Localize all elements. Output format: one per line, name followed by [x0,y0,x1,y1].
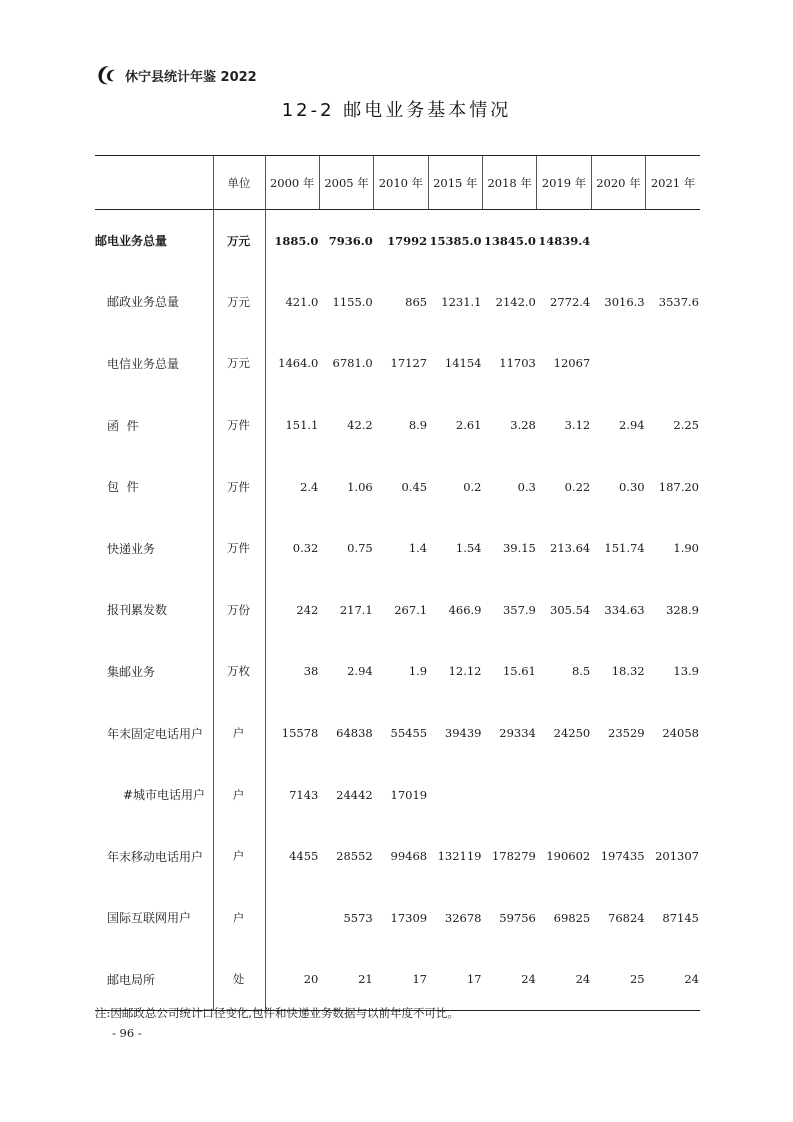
table-cell: 39439 [444,726,482,741]
year-header: 2018 年 [483,156,537,210]
table-cell: 24250 [553,726,591,741]
table-cell: 5573 [343,910,373,925]
row-unit: 万件 [213,517,265,579]
row-label: 包 件 [107,480,139,495]
table-cell: 38 [303,664,319,679]
table-cell: 2.25 [673,418,699,433]
table-cell: 87145 [662,910,699,925]
table-cell: 151.74 [604,541,645,556]
table-cell: 865 [405,294,428,309]
row-label: 邮政业务总量 [107,295,180,310]
table-cell: 42.2 [347,418,373,433]
table-cell: 18.32 [611,664,645,679]
row-unit: 万枚 [213,641,265,703]
row-unit: 万元 [213,333,265,395]
row-label: 电信业务总量 [107,356,180,371]
table-cell: 15.61 [502,664,536,679]
table-cell [591,764,645,826]
row-label: #城市电话用户 [123,788,206,803]
table-cell: 0.22 [564,479,591,494]
page-number: - 96 - [112,1026,142,1040]
row-label: 报刊累发数 [107,603,168,618]
table-cell: 8.5 [571,664,591,679]
table-cell: 2.94 [347,664,373,679]
table-cell: 23529 [608,726,645,741]
table-cell: 24 [537,949,591,1011]
year-header: 2019 年 [537,156,591,210]
table-cell: 0.2 [463,479,482,494]
table-cell: 29334 [499,726,536,741]
table-header-row [95,156,700,210]
table-cell: 267.1 [394,602,428,617]
table-title: 12-2 邮电业务基本情况 [281,100,512,121]
table-cell: 1155.0 [332,294,373,309]
table-row [95,825,700,887]
footnote: 注:因邮政总公司统计口径变化,包件和快递业务数据与以前年度不可比。 [95,1006,460,1020]
table-cell: 217.1 [339,602,373,617]
table-row [95,702,700,764]
table-cell [428,764,482,826]
table-cell: 0.45 [401,479,428,494]
table-cell: 69825 [553,910,591,925]
table-cell: 76824 [608,910,645,925]
table-cell: 39.15 [502,541,536,556]
table-cell: 21 [319,949,373,1011]
table-row [95,456,700,518]
item-header [95,156,213,210]
table-cell [646,764,700,826]
table-cell: 17127 [390,356,428,371]
table-cell: 201307 [655,849,699,864]
yearbook-logo-icon [95,63,119,87]
table-cell: 17019 [390,787,428,802]
table-cell: 1.06 [347,479,373,494]
table-cell: 305.54 [550,602,591,617]
table-cell [483,764,537,826]
row-unit: 万件 [213,456,265,518]
year-header: 2005 年 [319,156,373,210]
table-cell [646,210,700,272]
row-label: 年末固定电话用户 [107,726,204,741]
table-cell: 11703 [499,356,536,371]
table-row [95,949,700,1011]
table-cell: 334.63 [604,602,645,617]
table-row [95,394,700,456]
table-cell: 32678 [444,910,482,925]
row-label: 集邮业务 [107,664,156,679]
row-unit: 万元 [213,210,265,272]
row-unit: 户 [213,702,265,764]
table-cell: 99468 [390,849,428,864]
year-header: 2000 年 [265,156,319,210]
table-cell: 7143 [289,787,319,802]
table-cell: 2142.0 [495,294,536,309]
table-row [95,887,700,949]
year-header: 2020 年 [591,156,645,210]
table-cell: 0.3 [517,479,536,494]
table-cell: 6781.0 [332,356,373,371]
table-cell: 1.54 [455,541,482,556]
table-cell [646,333,700,395]
table-cell: 25 [591,949,645,1011]
table-cell: 24058 [662,726,699,741]
table-cell: 242 [296,602,319,617]
row-label: 邮电局所 [95,949,213,1011]
table-cell: 151.1 [285,418,319,433]
table-row [95,210,700,272]
table-cell: 0.32 [292,541,319,556]
row-label: 邮电业务总量 [95,234,168,249]
table-cell: 4455 [289,849,319,864]
table-cell: 190602 [546,849,591,864]
table-cell: 3016.3 [604,294,645,309]
table-cell: 3.12 [564,418,591,433]
row-label: 年末移动电话用户 [107,849,204,864]
table-cell: 17 [374,949,428,1011]
year-header: 2015 年 [428,156,482,210]
table-cell: 12.12 [448,664,482,679]
table-cell: 64838 [336,726,373,741]
table-cell: 466.9 [448,602,482,617]
table-cell: 357.9 [502,602,536,617]
table-cell: 14154 [444,356,482,371]
table-cell: 12067 [553,356,591,371]
table-cell: 0.75 [347,541,373,556]
table-cell: 187.20 [658,479,699,494]
table-cell: 7936.0 [328,233,373,248]
table-cell: 59756 [499,910,536,925]
row-label: 函 件 [107,418,139,433]
year-header: 2021 年 [646,156,700,210]
table-cell: 28552 [336,849,373,864]
table-cell: 1.4 [408,541,428,556]
table-cell: 421.0 [285,294,319,309]
table-cell: 1231.1 [441,294,482,309]
table-row [95,764,700,826]
table-cell: 8.9 [408,418,428,433]
table-cell: 197435 [600,849,645,864]
table-cell: 0.30 [619,479,645,494]
table-cell: 17309 [390,910,428,925]
table-body [95,210,700,1011]
table-row [95,579,700,641]
table-cell: 1.9 [408,664,428,679]
year-header: 2010 年 [374,156,428,210]
yearbook-title: 休宁县统计年鉴 2022 [125,69,257,85]
table-cell: 2.61 [455,418,482,433]
unit-header: 单位 [213,156,265,210]
table-cell: 3.28 [510,418,536,433]
row-unit: 万元 [213,271,265,333]
row-unit: 万份 [213,579,265,641]
row-unit: 户 [213,825,265,887]
table-cell [265,887,319,949]
table-cell: 1.90 [673,541,699,556]
table-cell: 1464.0 [278,356,319,371]
table-cell [537,764,591,826]
table-cell: 15385.0 [429,233,482,248]
table-cell: 2.94 [619,418,645,433]
table-cell [591,210,645,272]
table-cell: 2772.4 [550,294,591,309]
table-cell: 24 [646,949,700,1011]
table-row [95,333,700,395]
table-row [95,271,700,333]
row-unit: 户 [213,764,265,826]
table-row [95,517,700,579]
row-label: 快递业务 [107,541,156,556]
table-cell: 178279 [491,849,536,864]
table-cell: 17 [428,949,482,1011]
row-unit: 处 [213,949,265,1011]
table-cell: 3537.6 [658,294,699,309]
table-cell: 13.9 [673,664,699,679]
table-cell: 2.4 [300,479,319,494]
table-cell: 1885.0 [274,233,319,248]
table-cell: 13845.0 [483,233,536,248]
table-cell: 328.9 [666,602,699,617]
table-row [95,641,700,703]
row-unit: 户 [213,887,265,949]
row-label: 国际互联网用户 [107,911,192,926]
table-cell [591,333,645,395]
table-cell: 213.64 [550,541,591,556]
running-header [95,62,257,88]
table-cell: 24442 [336,787,373,802]
table-cell: 55455 [390,726,428,741]
table-cell: 15578 [281,726,319,741]
postal-telecom-table [95,155,700,1011]
table-cell: 24 [483,949,537,1011]
row-unit: 万件 [213,394,265,456]
table-cell: 14839.4 [538,233,591,248]
table-cell: 132119 [437,849,482,864]
table-cell: 20 [265,949,319,1011]
table-cell: 17992 [387,233,428,248]
